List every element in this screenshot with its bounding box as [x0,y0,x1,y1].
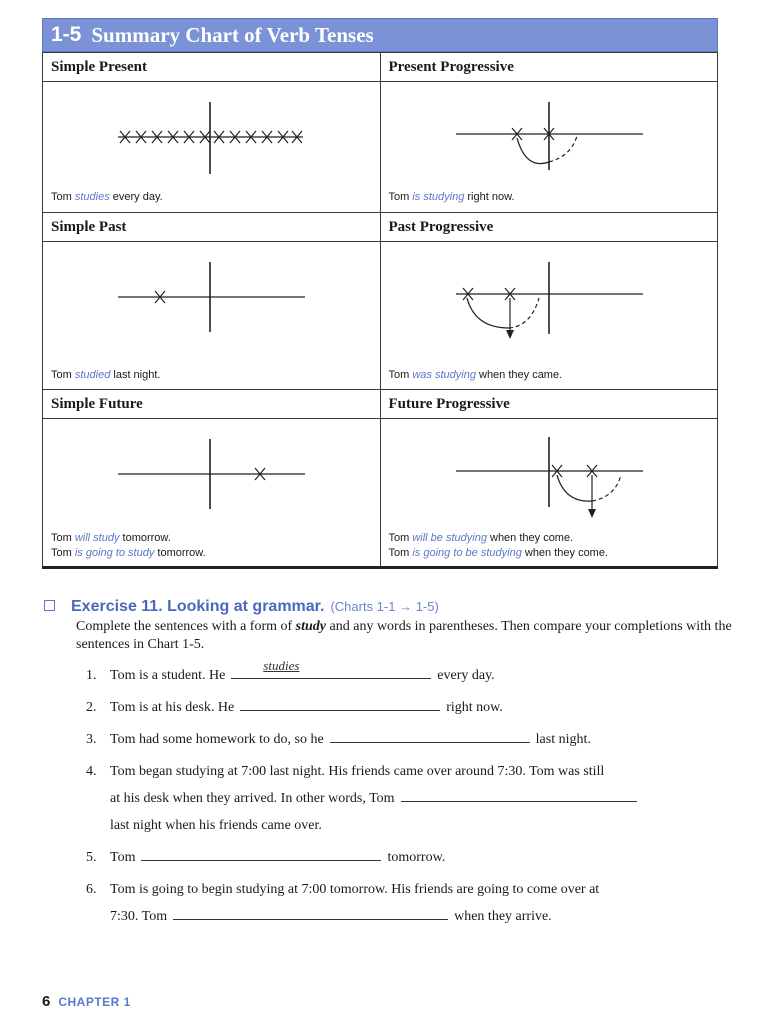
cell-title: Simple Past [51,219,127,235]
exercise-item-6: 6. Tom is going to begin studying at 7:00 tomorrow. His friends are going to come over at 7:30. Tom when they arrive. [86,882,600,924]
cell-present-progressive [380,53,718,213]
timeline-diagram [381,242,717,389]
timeline-simple-past [43,241,380,389]
chapter-label: CHAPTER 1 [58,995,131,1009]
caption: Tom studied last night. [51,369,161,381]
chart-bottom-rule [42,566,718,569]
cell-simple-future [43,390,381,568]
chart-title: Summary Chart of Verb Tenses [91,22,374,47]
page-footer [42,993,131,1010]
cell-title: Simple Future [51,396,143,412]
chart-number: 1-5 [51,23,82,46]
cell-past-progressive [380,213,718,390]
cell-simple-past [43,213,381,390]
page-number: 6 [42,993,51,1010]
caption: Tom will be studying when they come. Tom is going to be studying when they come. [388,532,609,559]
exercise-instructions: Complete the sentences with a form of study and any words in parentheses. Then compare your completions with the sentences in Chart 1-5. [76,619,732,652]
answer-blank[interactable] [330,726,530,743]
exercise-items [42,658,732,930]
caption: Tom will study tomorrow. Tom is going to study tomorrow. [51,532,206,559]
timeline-future-progressive [381,418,718,567]
verb-tense-chart [42,18,718,568]
answer-blank[interactable] [173,903,448,920]
timeline-past-progressive [381,241,718,389]
tense-grid [42,52,718,568]
answer-blank[interactable] [141,844,381,861]
answer-blank[interactable]: studies [231,662,431,679]
cell-title: Simple Present [51,59,147,75]
caption: Tom is studying right now. [388,191,515,203]
exercise-header [42,598,732,616]
answer-blank[interactable] [401,785,637,802]
exercise-title: Exercise 11. Looking at grammar. [71,598,325,615]
cell-future-progressive [380,390,718,568]
cell-title: Past Progressive [388,219,494,235]
answer-blank[interactable] [240,694,440,711]
exercise-item-3: 3. Tom had some homework to do, so he last night. [42,726,732,753]
exercise-chart-ref: (Charts 1-1 → 1-5) [330,599,439,614]
caption: Tom studies every day. [51,191,163,203]
exercise-item-2: 2. Tom is at his desk. He right now. [42,694,732,721]
chart-header [42,18,718,52]
timeline-simple-present [43,81,380,212]
cell-title: Future Progressive [388,396,510,412]
cell-title: Present Progressive [388,59,514,75]
cell-simple-present [43,53,381,213]
exercise-11 [42,598,732,935]
caption: Tom was studying when they came. [388,369,563,381]
timeline-simple-future [43,418,380,567]
exercise-checkbox[interactable] [44,600,55,611]
timeline-present-progressive [381,81,718,212]
exercise-item-4: 4. Tom began studying at 7:00 last night. His friends came over around 7:30. Tom was still at his desk when they arrived. In other words, Tom last night when his friends came over. [42,758,732,839]
exercise-item-1: 1. Tom is a student. He studies every day. [86,658,495,683]
timeline-diagram [43,242,379,389]
exercise-item-5: 5. Tom tomorrow. [42,844,732,871]
